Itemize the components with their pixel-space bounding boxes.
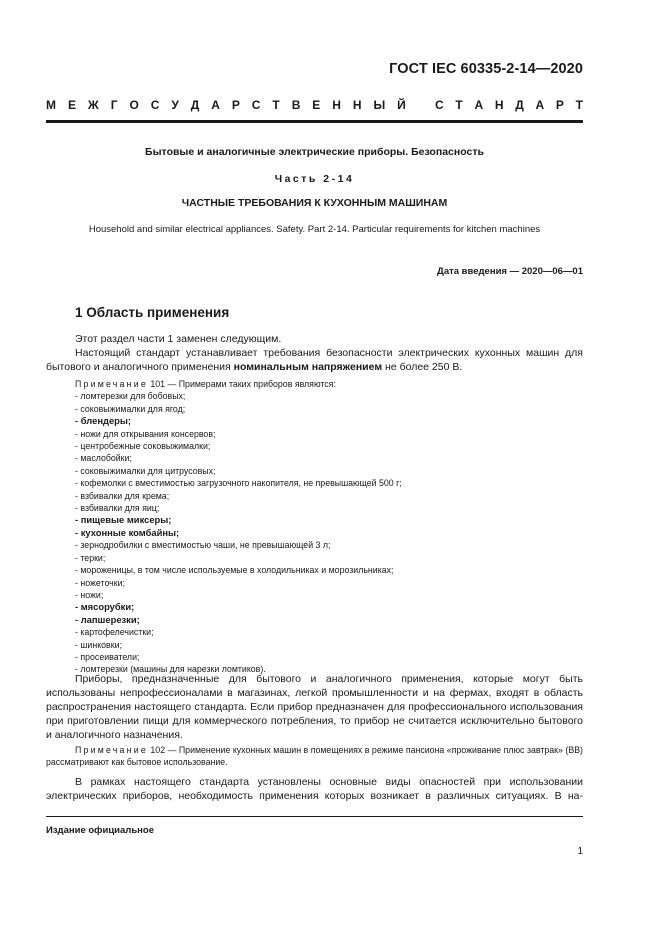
list-item: - кухонные комбайны; <box>75 526 180 538</box>
paragraph: В рамках настоящего стандарта установлены основные виды опасностей при использовании электрических приборов, необходимость применения которых возникает в различных ситуациях. В на- <box>46 776 583 802</box>
footer-rule <box>46 816 583 817</box>
list-item: - картофелечистки; <box>75 627 154 638</box>
paragraph: Этот раздел части 1 заменен следующим. <box>75 333 282 345</box>
banner-letter: А <box>474 98 484 112</box>
header-rule <box>46 120 583 123</box>
banner-letter: С <box>435 98 444 112</box>
note-header <box>75 378 402 390</box>
banner-letter: Д <box>190 98 200 112</box>
list-item: - маслобойки; <box>75 453 132 464</box>
list-item: - взбивалки для яиц; <box>75 503 160 514</box>
document-part: Часть 2-14 <box>274 173 355 185</box>
banner-letter: М <box>46 98 56 112</box>
note-label: Примечание <box>75 379 148 389</box>
banner-letter: Е <box>312 98 321 112</box>
section-heading: 1 Область применения <box>75 305 230 320</box>
list-item: - блендеры; <box>75 415 132 427</box>
note-paragraph <box>46 744 583 769</box>
banner-letter: Р <box>231 98 240 112</box>
banner-word-interstate <box>46 98 406 112</box>
note-text: 102 — Применение кухонных машин в помещениях в режиме пансиона «проживание плюс завтрак» (ВВ) рассматривают как бытовое использование. <box>46 745 583 768</box>
banner-letter: Н <box>332 98 341 112</box>
edition-note: Издание официальное <box>46 825 154 836</box>
paragraph-hazards <box>46 775 583 803</box>
list-item: - терки; <box>75 552 106 563</box>
banner-letter: Р <box>555 98 564 112</box>
appliance-list <box>75 390 402 675</box>
banner-letter: В <box>291 98 301 112</box>
term-bold: номинальным напряжением <box>233 361 383 373</box>
list-item: - центробежные соковыжималки; <box>75 441 211 452</box>
introduction-date: Дата введения — 2020—06—01 <box>437 266 583 277</box>
english-title: Household and similar electrical appliances. Safety. Part 2-14. Particular requirements for kitchen machines <box>88 224 541 235</box>
list-item: - кофемолки с вместимостью загрузочного накопителя, не превышающей 500 г; <box>75 478 402 489</box>
banner-letter: У <box>171 98 179 112</box>
list-item: - ножеточки; <box>75 577 125 588</box>
paragraph-text: Настоящий стандарт устанавливает требования безопасности электрических кухонных машин для бытового и аналогичного применения <box>46 347 583 373</box>
paragraph-scope <box>46 672 583 742</box>
banner-letter: А <box>211 98 220 112</box>
banner-letter: Т <box>272 98 280 112</box>
list-item: - ножи; <box>75 589 104 600</box>
banner-letter: Д <box>515 98 524 112</box>
banner-letter: Т <box>575 98 583 112</box>
paragraph-text: не более 250 В. <box>382 361 463 373</box>
list-item: - взбивалки для крема; <box>75 490 170 501</box>
list-item: - ломтерезки для бобовых; <box>75 391 186 402</box>
paragraph: Приборы, предназначенные для бытового и аналогичного применения, которые могут быть использованы непрофессионалами в магазинах, легкой промышленности и на фермах, входят в область распространения настоящего стандарта. Если прибор предназначен для профессионального использования при приготовлении пищи для коммерческого потребления, то прибор не считается исключительно бытового и аналогичного назначения. <box>46 673 583 741</box>
note-text: 101 — Примерами таких приборов являются: <box>147 379 336 389</box>
list-item: - соковыжималки для ягод; <box>75 403 186 414</box>
document-code: ГОСТ IEC 60335-2-14—2020 <box>389 61 583 77</box>
standard-banner <box>46 98 583 112</box>
note-102 <box>46 744 583 769</box>
banner-letter: Й <box>397 98 406 112</box>
banner-letter: Н <box>352 98 362 112</box>
document-subtitle: Бытовые и аналогичные электрические приборы. Безопасность <box>145 146 484 158</box>
list-item: - лапшерезки; <box>75 613 140 625</box>
banner-letter: Ж <box>87 98 99 112</box>
banner-letter: Ы <box>373 98 386 112</box>
banner-letter: О <box>129 98 139 112</box>
banner-letter: Г <box>110 98 118 112</box>
banner-letter: Н <box>494 98 504 112</box>
page-number: 1 <box>577 846 583 857</box>
list-item: - пищевые миксеры; <box>75 514 172 526</box>
list-item: - мороженицы, в том числе используемые в холодильниках и морозильниках; <box>75 565 394 576</box>
document-title: ЧАСТНЫЕ ТРЕБОВАНИЯ К КУХОННЫМ МАШИНАМ <box>181 197 448 209</box>
banner-letter: С <box>251 98 261 112</box>
banner-letter: Е <box>67 98 76 112</box>
list-item: - соковыжималки для цитрусовых; <box>75 465 216 476</box>
banner-letter: С <box>150 98 160 112</box>
list-item: - ломтерезки (машины для нарезки ломтиков). <box>75 664 266 675</box>
banner-letter: Т <box>455 98 463 112</box>
note-101 <box>75 378 402 676</box>
note-label: Примечание <box>75 745 148 755</box>
list-item: - зернодробилки с вместимостью чаши, не превышающей 3 л; <box>75 540 331 551</box>
section-intro <box>46 332 583 374</box>
list-item: - ножи для открывания консервов; <box>75 428 216 439</box>
list-item: - шинковки; <box>75 639 122 650</box>
list-item: - просеиватели; <box>75 651 140 662</box>
banner-word-standard <box>435 98 583 112</box>
list-item: - мясорубки; <box>75 601 135 613</box>
paragraph <box>46 346 583 374</box>
banner-letter: А <box>535 98 545 112</box>
